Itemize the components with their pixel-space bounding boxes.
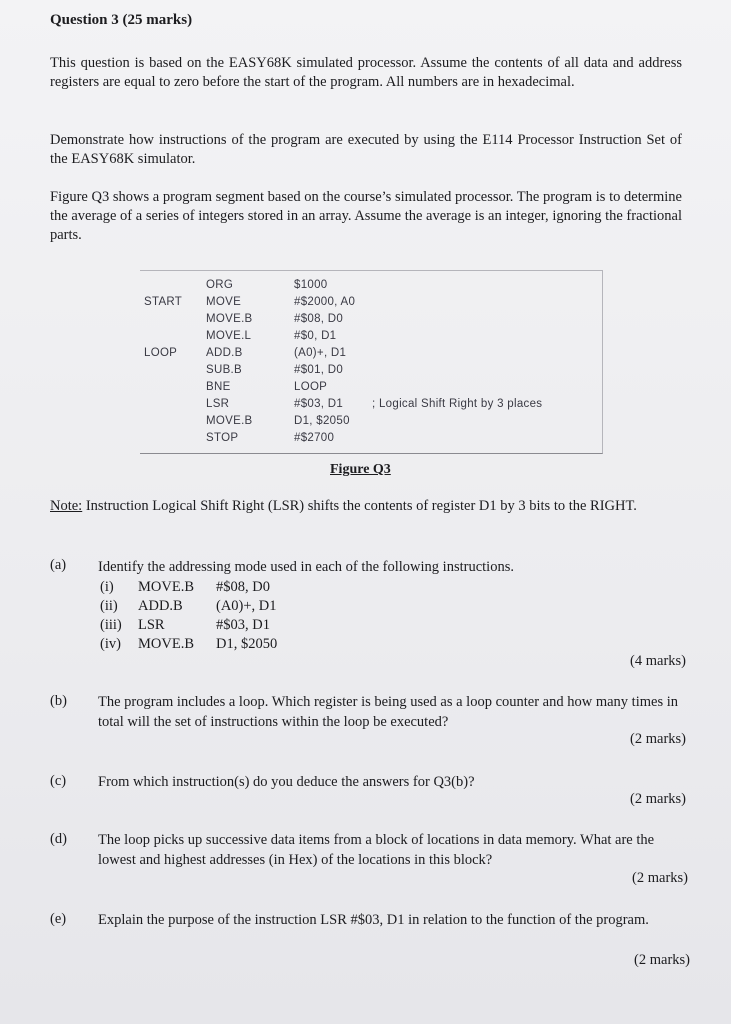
question-c-marks: (2 marks) [630, 791, 686, 807]
code-instruction: ORG [206, 279, 234, 291]
instruction-list [98, 578, 418, 654]
item-opcode: MOVE.B [138, 636, 194, 652]
code-instruction: MOVE [206, 296, 242, 308]
code-instruction: ADD.B [206, 347, 243, 359]
intro-paragraph-1: This question is based on the EASY68K simulated processor. Assume the contents of all data and address registers are equal to zero before the start of the program. All numbers are in hexadecimal. [50, 55, 682, 90]
question-b-letter: (b) [50, 693, 67, 709]
question-c-text: From which instruction(s) do you deduce the answers for Q3(b)? [98, 774, 475, 790]
instruction-item [98, 578, 418, 597]
code-operand: #$2000, A0 [294, 296, 356, 308]
note-label: Note: [50, 498, 83, 514]
code-operand: #$2700 [294, 432, 335, 444]
code-operand: D1, $2050 [294, 415, 350, 427]
code-instruction: MOVE.B [206, 313, 253, 325]
code-operand: #$08, D0 [294, 313, 344, 325]
code-line [140, 381, 602, 398]
item-opcode: ADD.B [138, 598, 183, 614]
question-heading: Question 3 (25 marks) [50, 12, 193, 28]
code-operand: #$03, D1 [294, 398, 344, 410]
item-operands: #$03, D1 [216, 617, 270, 633]
code-instruction: STOP [206, 432, 239, 444]
instruction-item [98, 635, 418, 654]
intro-paragraph-2: Demonstrate how instructions of the program are executed by using the E114 Processor Instruction Set of the EASY68K simulator. [50, 132, 682, 167]
code-line [140, 313, 602, 330]
code-operand: LOOP [294, 381, 328, 393]
code-operand: #$0, D1 [294, 330, 337, 342]
figure-caption: Figure Q3 [330, 462, 391, 477]
code-label: LOOP [144, 347, 178, 359]
code-instruction: LSR [206, 398, 230, 410]
item-number: (ii) [100, 598, 118, 614]
question-e-marks: (2 marks) [634, 952, 690, 968]
question-a-marks: (4 marks) [630, 653, 686, 669]
question-c-letter: (c) [50, 773, 67, 789]
question-a-text: Identify the addressing mode used in each of the following instructions. [98, 559, 514, 575]
note-paragraph [50, 496, 690, 516]
question-b-text: The program includes a loop. Which register is being used as a loop counter and how many times in total will the set of instructions within the loop be executed? [98, 694, 678, 730]
item-operands: #$08, D0 [216, 579, 270, 595]
code-line [140, 296, 602, 313]
code-instruction: MOVE.L [206, 330, 252, 342]
code-instruction: SUB.B [206, 364, 243, 376]
code-line [140, 364, 602, 381]
item-operands: D1, $2050 [216, 636, 278, 652]
question-d-letter: (d) [50, 831, 67, 847]
code-line [140, 347, 602, 364]
code-label: START [144, 296, 183, 308]
item-opcode: LSR [138, 617, 165, 633]
item-operands: (A0)+, D1 [216, 598, 277, 614]
item-number: (iv) [100, 636, 121, 652]
question-a-letter: (a) [50, 557, 67, 573]
code-line [140, 330, 602, 347]
item-number: (i) [100, 579, 114, 595]
note-text: Instruction Logical Shift Right (LSR) shifts the contents of register D1 by 3 bits to the RIGHT. [82, 498, 637, 514]
question-e-text: Explain the purpose of the instruction LSR #$03, D1 in relation to the function of the program. [98, 912, 649, 928]
item-number: (iii) [100, 617, 122, 633]
code-operand: $1000 [294, 279, 328, 291]
instruction-item [98, 616, 418, 635]
instruction-item [98, 597, 418, 616]
code-line [140, 432, 602, 449]
question-e-letter: (e) [50, 911, 67, 927]
question-d-text: The loop picks up successive data items from a block of locations in data memory. What are the lowest and highest addresses (in Hex) of the locations in this block? [98, 832, 655, 868]
intro-paragraph-3: Figure Q3 shows a program segment based on the course’s simulated processor. The program is to determine the average of a series of integers stored in an array. Assume the average is an integer, ignoring the fractional parts. [50, 189, 682, 243]
code-comment: ; Logical Shift Right by 3 places [372, 398, 543, 410]
code-line [140, 279, 602, 296]
code-instruction: MOVE.B [206, 415, 253, 427]
item-opcode: MOVE.B [138, 579, 194, 595]
question-b-marks: (2 marks) [630, 731, 686, 747]
code-line [140, 415, 602, 432]
code-operand: (A0)+, D1 [294, 347, 347, 359]
code-instruction: BNE [206, 381, 231, 393]
program-listing [140, 270, 603, 454]
code-line [140, 398, 602, 415]
code-operand: #$01, D0 [294, 364, 344, 376]
question-d-marks: (2 marks) [632, 870, 688, 886]
